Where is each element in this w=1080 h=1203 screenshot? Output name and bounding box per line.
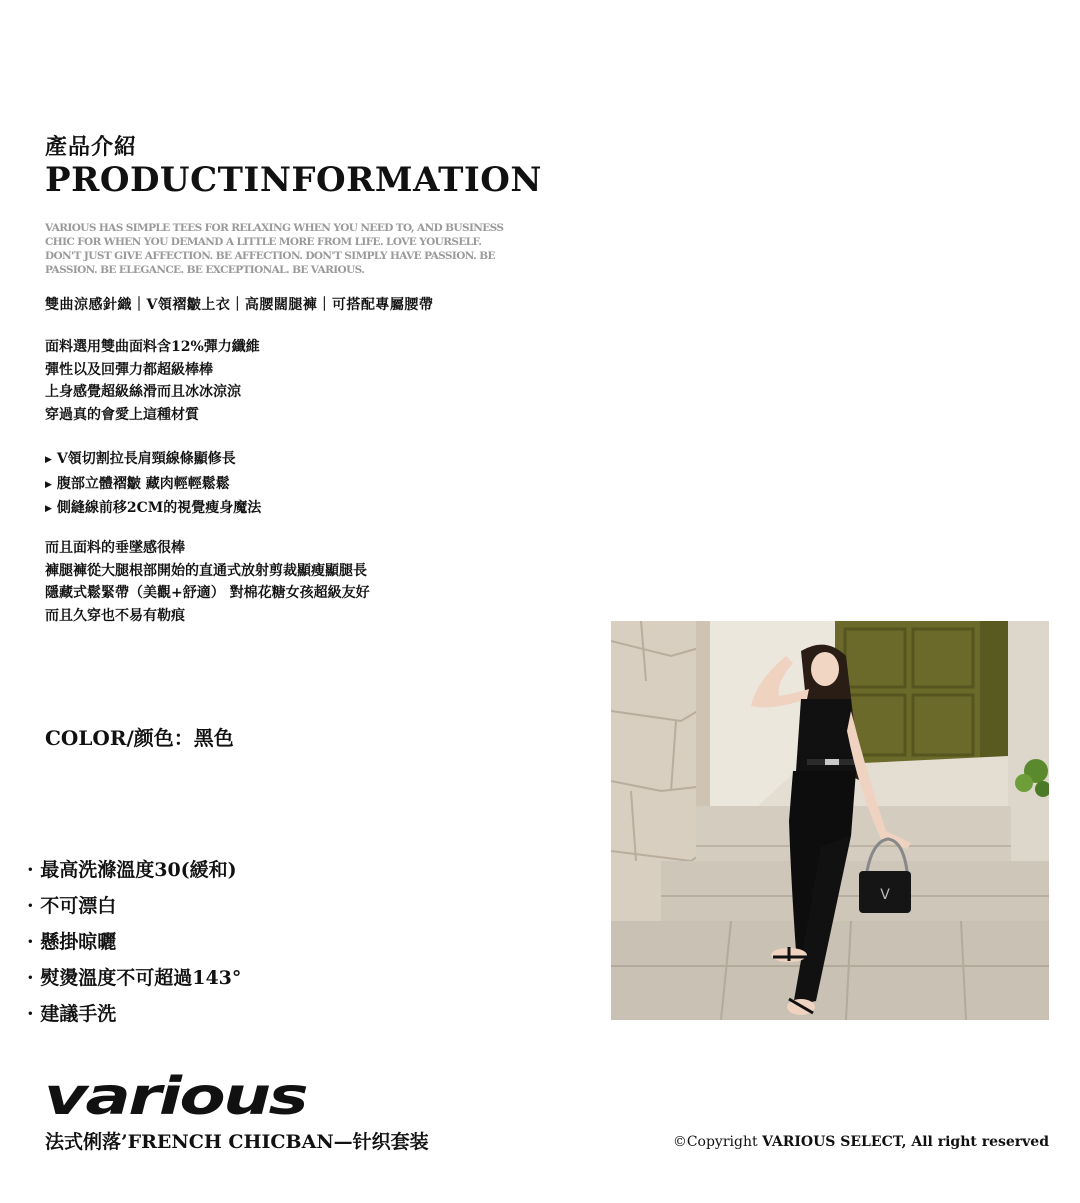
collection-subtitle: 法式俐落’FRENCH CHICBAN—针织套装 [45, 1131, 429, 1153]
page-title-en: PRODUCTINFORMATION [45, 160, 542, 200]
triangle-bullet-icon: ▶ [45, 455, 52, 465]
pants-line: 而且久穿也不易有勒痕 [45, 607, 185, 624]
product-photo [611, 621, 1049, 1020]
page-title-cn: 產品介紹 [45, 134, 138, 160]
care-item: · 建議手洗 [27, 1003, 117, 1025]
pants-line: 隱藏式鬆緊帶（美觀+舒適） 對棉花糖女孩超級友好 [45, 585, 370, 601]
triangle-bullet-icon: ▶ [45, 504, 52, 514]
bullet-item: ▶ V領切割拉長肩頸線條顯修長 [45, 448, 261, 473]
svg-text:various: various [44, 1074, 308, 1120]
copyright-notice: ©Copyright VARIOUS SELECT, All right reserved [672, 1134, 1049, 1150]
brand-tagline: VARIOUS HAS SIMPLE TEES FOR RELAXING WHEN YOU NEED TO, AND BUSINESS CHIC FOR WHEN YOU DEMAND A LITTLE MORE FROM LIFE. LOVE YOURSELF. DON'T JUST GIVE AFFECTION. BE AFFECTION. DON'T SIMPLY HAVE PASSION. BE PASSION. BE ELEGANCE. BE EXCEPTIONAL. BE VARIOUS. [45, 222, 504, 276]
design-bullets [45, 448, 261, 522]
fabric-line: 彈性以及回彈力都超級棒棒 [45, 361, 213, 378]
fabric-description [45, 336, 260, 426]
various-logo [44, 1074, 310, 1120]
pants-description [45, 537, 370, 627]
care-item: · 最高洗滌溫度30(緩和) [27, 859, 237, 881]
triangle-bullet-icon: ▶ [45, 479, 52, 490]
fabric-line: 面料選用雙曲面料含12%彈力纖維 [45, 339, 260, 355]
care-instructions [27, 852, 241, 1032]
bullet-item: ▶ 腹部立體褶皺 藏肉輕輕鬆鬆 [45, 473, 261, 498]
pants-line: 而且面料的垂墜感很棒 [45, 540, 185, 556]
pants-line: 褲腿褲從大腿根部開始的直通式放射剪裁顯瘦顯腿長 [45, 562, 367, 579]
care-item: · 懸掛晾曬 [27, 931, 117, 953]
care-item: · 不可漂白 [27, 895, 117, 917]
care-item: · 熨燙溫度不可超過143° [27, 967, 242, 989]
color-info: COLOR/颜色：黑色 [45, 726, 234, 750]
feature-summary: 雙曲涼感針織｜V領褶皺上衣｜高腰闊腿褲｜可搭配專屬腰帶 [45, 297, 434, 313]
fabric-line: 上身感覺超級絲滑而且冰冰涼涼 [45, 384, 241, 400]
bullet-item: ▶ 側縫線前移2CM的視覺瘦身魔法 [45, 497, 261, 522]
svg-text:V: V [880, 887, 890, 903]
fabric-line: 穿過真的會愛上這種材質 [45, 406, 199, 423]
